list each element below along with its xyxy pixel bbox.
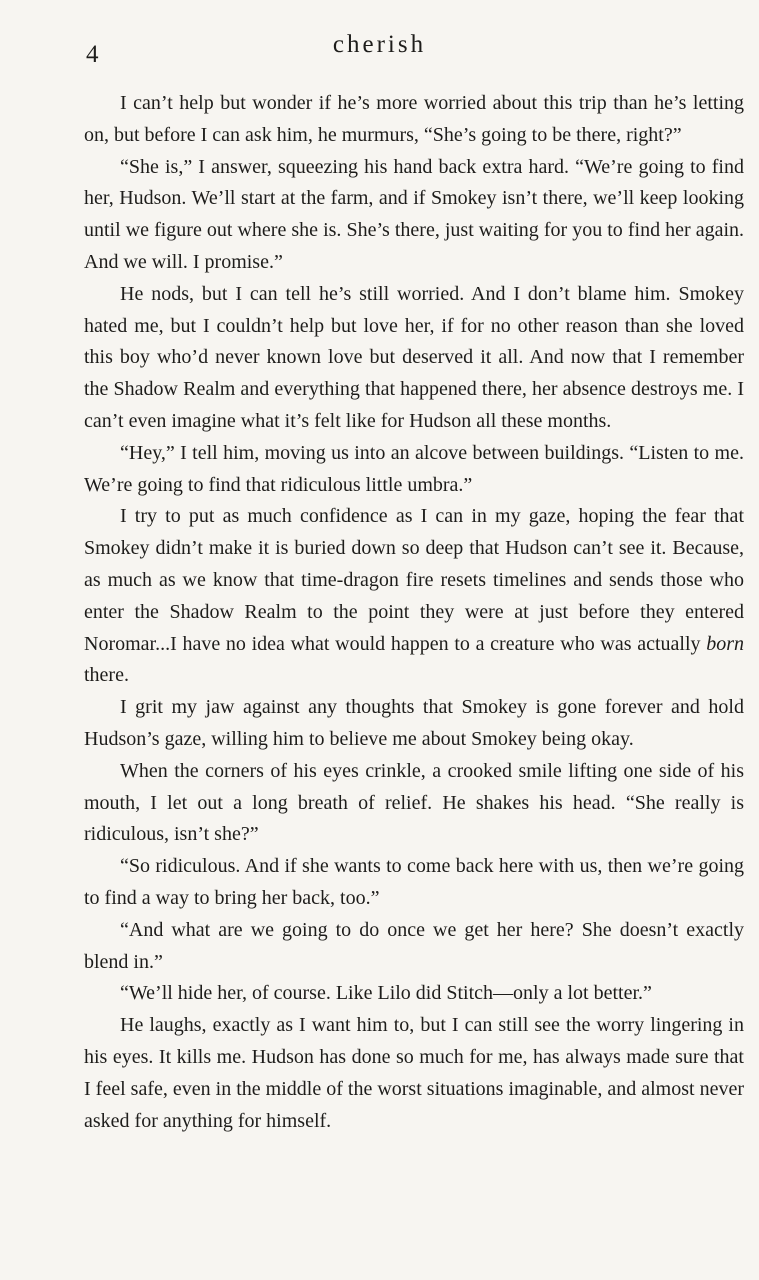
paragraph: He nods, but I can tell he’s still worried. And I don’t blame him. Smokey hated me, but I couldn’t help but love her, if for no other reason than she loved this boy who’d never known love but deserved it all. And now that I remember the Shadow Realm and everything that happened there, her absence destroys me. I can’t even imagine what it’s felt like for Hudson all these months. bbox=[84, 282, 744, 432]
running-title: cherish bbox=[332, 31, 427, 58]
paragraph: I grit my jaw against any thoughts that Smokey is gone forever and hold Hudson’s gaze, willing him to believe me about Smokey being okay. bbox=[84, 696, 744, 750]
paragraph: When the corners of his eyes crinkle, a crooked smile lifting one side of his mouth, I let out a long breath of relief. He shakes his head. “She really is ridiculous, isn’t she?” bbox=[84, 759, 744, 846]
paragraph: I can’t help but wonder if he’s more worried about this trip than he’s letting on, but before I can ask him, he murmurs, “She’s going to be there, right?” bbox=[84, 92, 744, 146]
body-text bbox=[84, 88, 744, 1137]
paragraph-text: there. bbox=[84, 664, 129, 687]
paragraph: “Hey,” I tell him, moving us into an alcove between buildings. “Listen to me. We’re going to find that ridiculous little umbra.” bbox=[84, 441, 744, 496]
paragraph: “And what are we going to do once we get her here? She doesn’t exactly blend in.” bbox=[84, 918, 744, 973]
paragraph bbox=[84, 501, 744, 692]
paragraph: “She is,” I answer, squeezing his hand back extra hard. “We’re going to find her, Hudson. We’ll start at the farm, and if Smokey isn’t there, we’ll keep looking until we figure out where she is. She’s there, just waiting for you to find her again. And we will. I promise.” bbox=[84, 155, 744, 273]
emphasis-text: born bbox=[706, 632, 744, 655]
page-number: 4 bbox=[86, 41, 99, 68]
paragraph: “We’ll hide her, of course. Like Lilo did Stitch—only a lot better.” bbox=[120, 982, 652, 1005]
paragraph: “So ridiculous. And if she wants to come back here with us, then we’re going to find a way to bring her back, too.” bbox=[84, 855, 744, 909]
paragraph-text: I try to put as much confidence as I can in my gaze, hoping the fear that Smokey didn’t make it is buried down so deep that Hudson can’t see it. Because, as much as we know that time-dragon fire resets timelines and sends those who enter the Shadow Realm to the point they were at just before they entered Noromar...I have no idea what would happen to a creature who was actually bbox=[84, 505, 744, 655]
paragraph: He laughs, exactly as I want him to, but I can still see the worry lingering in his eyes. It kills me. Hudson has done so much for me, has always made sure that I feel safe, even in the middle of the worst situations imaginable, and almost never asked for anything for himself. bbox=[84, 1014, 744, 1132]
